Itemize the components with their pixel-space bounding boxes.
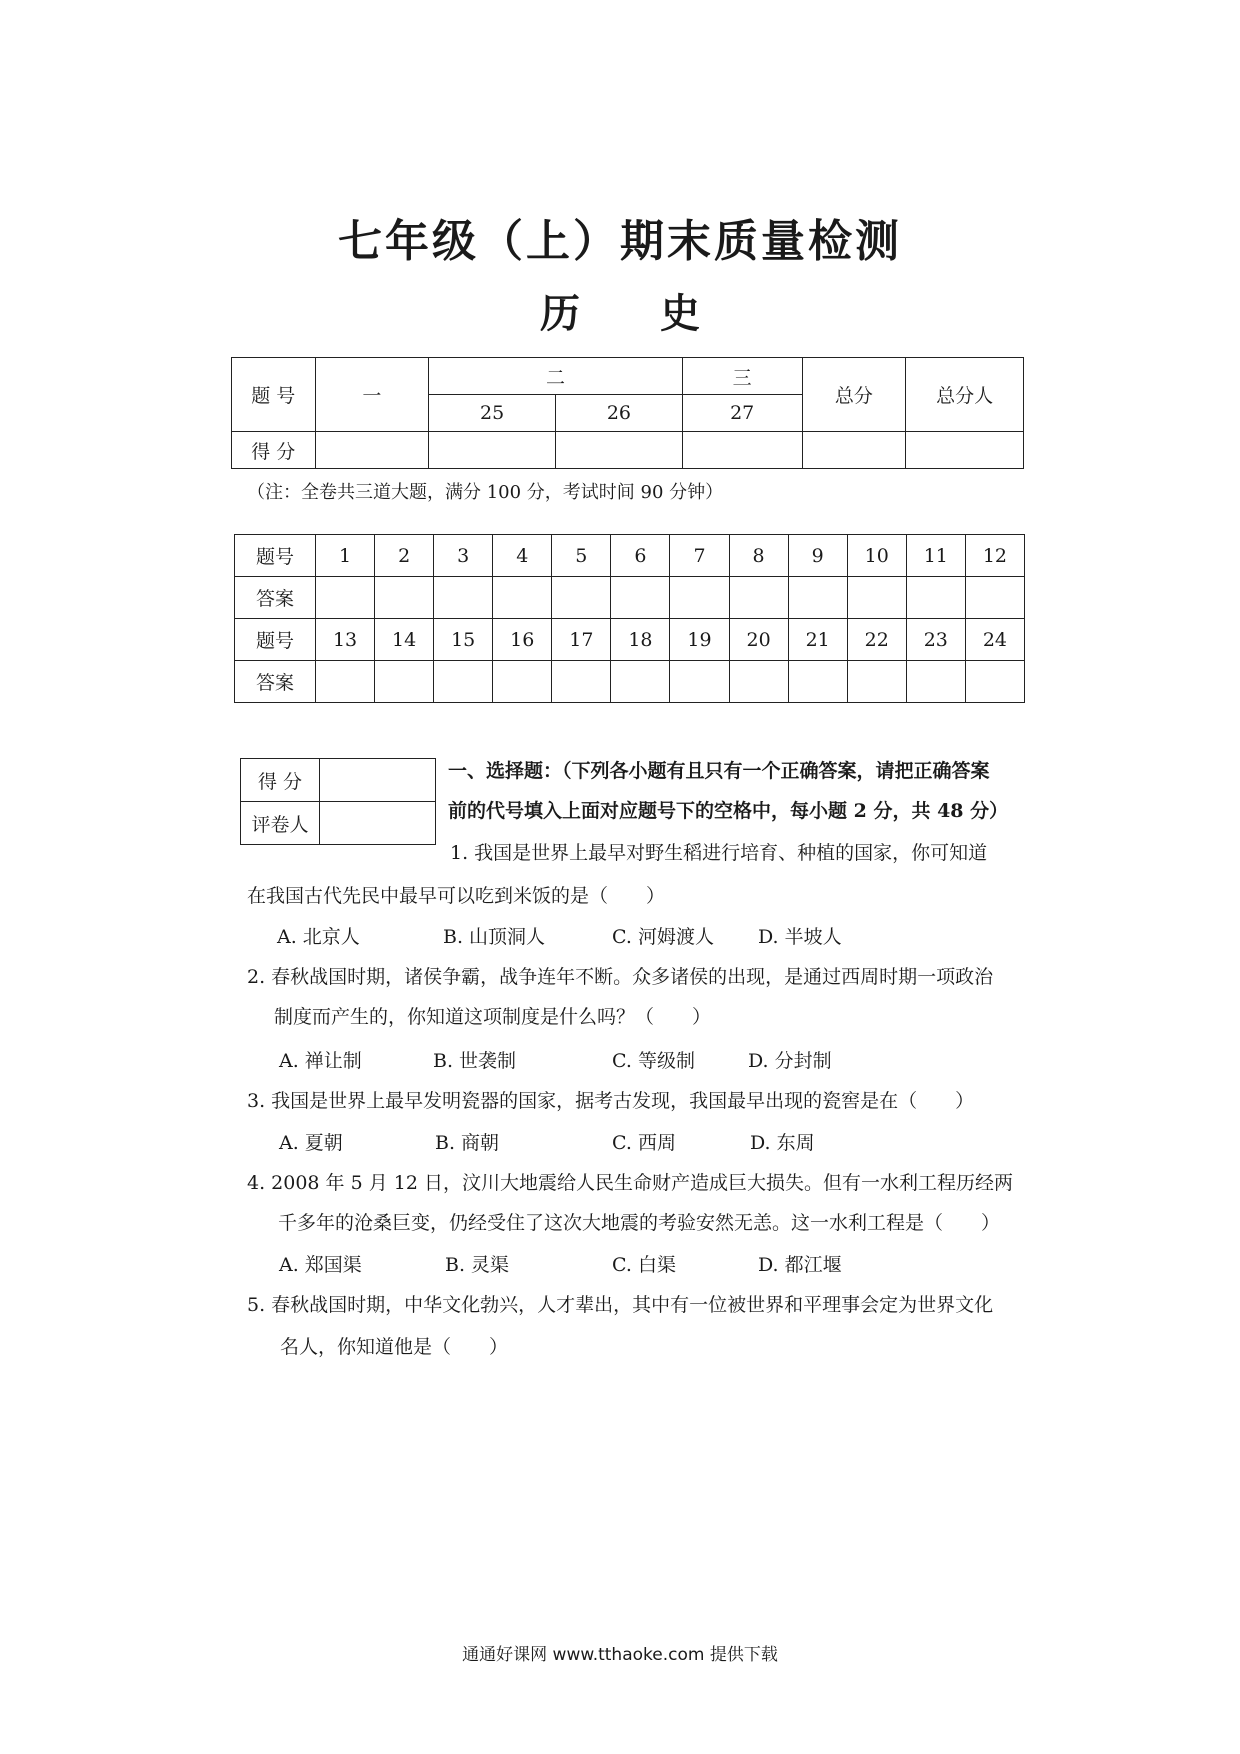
answer-cell[interactable] (611, 661, 670, 703)
question-number: 16 (493, 619, 552, 661)
question-number: 6 (611, 535, 670, 577)
question-4-line2: 千多年的沧桑巨变，仍经受住了这次大地震的考验安然无恙。这一水利工程是（ ） (278, 1212, 1001, 1234)
question-3-options (0, 1128, 1240, 1158)
option-a: A. 夏朝 (279, 1132, 343, 1154)
option-d: D. 东周 (750, 1132, 815, 1154)
answer-cell[interactable] (965, 577, 1024, 619)
answer-cell[interactable] (316, 577, 375, 619)
question-3-line1: 3. 我国是世界上最早发明瓷器的国家，据考古发现，我国最早出现的瓷窖是在（ ） (247, 1090, 975, 1112)
question-number: 18 (611, 619, 670, 661)
question-number: 3 (434, 535, 493, 577)
answer-cell[interactable] (493, 577, 552, 619)
question-label: 题号 (235, 619, 316, 661)
question-number: 22 (847, 619, 906, 661)
question-number-row-1 (235, 535, 1025, 577)
total-score-header: 总分 (802, 358, 906, 432)
question-1-options (0, 922, 1240, 952)
row-label-question: 题 号 (232, 358, 316, 432)
answer-cell[interactable] (552, 661, 611, 703)
question-number-row-2 (235, 619, 1025, 661)
score-cell-total-person[interactable] (906, 432, 1024, 469)
grader-person-cell[interactable] (320, 802, 436, 845)
option-a: A. 北京人 (277, 926, 360, 948)
question-number: 12 (965, 535, 1024, 577)
score-cell-q27[interactable] (682, 432, 802, 469)
score-cell-q26[interactable] (556, 432, 683, 469)
q25-header: 25 (429, 395, 556, 432)
answer-cell[interactable] (788, 661, 847, 703)
answer-row-2 (235, 661, 1025, 703)
question-number: 17 (552, 619, 611, 661)
question-number: 1 (316, 535, 375, 577)
question-5-line1: 5. 春秋战国时期，中华文化勃兴，人才辈出，其中有一位被世界和平理事会定为世界文化 (247, 1294, 994, 1316)
option-c: C. 河姆渡人 (612, 926, 714, 948)
question-number: 14 (375, 619, 434, 661)
grader-score-cell[interactable] (320, 759, 436, 802)
option-b: B. 商朝 (435, 1132, 500, 1154)
question-4-options (0, 1250, 1240, 1280)
question-number: 11 (906, 535, 965, 577)
answer-cell[interactable] (375, 661, 434, 703)
answer-cell[interactable] (434, 661, 493, 703)
answer-cell[interactable] (375, 577, 434, 619)
question-label: 题号 (235, 535, 316, 577)
question-number: 24 (965, 619, 1024, 661)
question-number: 10 (847, 535, 906, 577)
question-number: 19 (670, 619, 729, 661)
score-cell-total[interactable] (802, 432, 906, 469)
question-number: 13 (316, 619, 375, 661)
score-summary-table (231, 357, 1024, 469)
answer-cell[interactable] (434, 577, 493, 619)
score-cell-q25[interactable] (429, 432, 556, 469)
option-b: B. 世袭制 (433, 1050, 517, 1072)
option-d: D. 都江堰 (758, 1254, 842, 1276)
option-c: C. 等级制 (612, 1050, 695, 1072)
question-number: 23 (906, 619, 965, 661)
question-number: 9 (788, 535, 847, 577)
answer-cell[interactable] (552, 577, 611, 619)
subject-title: 历 史 (540, 291, 700, 337)
option-a: A. 郑国渠 (279, 1254, 362, 1276)
option-d: D. 分封制 (748, 1050, 832, 1072)
option-c: C. 西周 (612, 1132, 676, 1154)
section-two-header: 二 (429, 358, 683, 395)
q27-header: 27 (682, 395, 802, 432)
answer-row-1 (235, 577, 1025, 619)
section-one-heading-line2: 前的代号填入上面对应题号下的空格中，每小题 2 分，共 48 分） (448, 800, 1009, 822)
grader-person-label: 评卷人 (241, 802, 320, 845)
answer-cell[interactable] (847, 661, 906, 703)
section-three-header: 三 (682, 358, 802, 395)
option-c: C. 白渠 (612, 1254, 676, 1276)
question-number: 21 (788, 619, 847, 661)
answer-cell[interactable] (847, 577, 906, 619)
question-4-line1: 4. 2008 年 5 月 12 日，汶川大地震给人民生命财产造成巨大损失。但有一水利工程历经两 (247, 1172, 1013, 1194)
footer-credit: 通通好课网 www.tthaoke.com 提供下载 (462, 1645, 778, 1665)
option-b: B. 灵渠 (445, 1254, 510, 1276)
answer-cell[interactable] (729, 577, 788, 619)
exam-title: 七年级（上）期末质量检测 (338, 216, 902, 267)
option-b: B. 山顶洞人 (443, 926, 546, 948)
answer-label: 答案 (235, 577, 316, 619)
answer-cell[interactable] (670, 577, 729, 619)
total-person-header: 总分人 (906, 358, 1024, 432)
answer-cell[interactable] (965, 661, 1024, 703)
question-number: 7 (670, 535, 729, 577)
answer-cell[interactable] (611, 577, 670, 619)
question-number: 8 (729, 535, 788, 577)
answer-cell[interactable] (670, 661, 729, 703)
answer-cell[interactable] (316, 661, 375, 703)
grader-score-label: 得 分 (241, 759, 320, 802)
answer-cell[interactable] (788, 577, 847, 619)
question-number: 5 (552, 535, 611, 577)
answer-cell[interactable] (906, 661, 965, 703)
answer-cell[interactable] (906, 577, 965, 619)
grader-box (240, 758, 436, 845)
row-label-score: 得 分 (232, 432, 316, 469)
answer-cell[interactable] (729, 661, 788, 703)
question-1-line1: 1. 我国是世界上最早对野生稻进行培育、种植的国家，你可知道 (450, 842, 988, 864)
question-number: 20 (729, 619, 788, 661)
exam-note: （注：全卷共三道大题，满分 100 分，考试时间 90 分钟） (247, 482, 724, 503)
answer-grid-table (234, 534, 1025, 703)
question-2-options (0, 1046, 1240, 1076)
question-2-line2: 制度而产生的，你知道这项制度是什么吗？（ ） (274, 1006, 712, 1028)
question-2-line1: 2. 春秋战国时期，诸侯争霸，战争连年不断。众多诸侯的出现，是通过西周时期一项政治 (247, 966, 994, 988)
answer-label: 答案 (235, 661, 316, 703)
question-number: 2 (375, 535, 434, 577)
option-d: D. 半坡人 (758, 926, 842, 948)
question-number: 4 (493, 535, 552, 577)
answer-cell[interactable] (493, 661, 552, 703)
q26-header: 26 (556, 395, 683, 432)
question-1-line2: 在我国古代先民中最早可以吃到米饭的是（ ） (247, 885, 666, 907)
option-a: A. 禅让制 (279, 1050, 362, 1072)
question-number: 15 (434, 619, 493, 661)
section-one-header: 一 (315, 358, 429, 432)
score-cell-section1[interactable] (315, 432, 429, 469)
section-one-heading-line1: 一、选择题：（下列各小题有且只有一个正确答案，请把正确答案 (448, 760, 990, 782)
question-5-line2: 名人，你知道他是（ ） (280, 1336, 509, 1358)
